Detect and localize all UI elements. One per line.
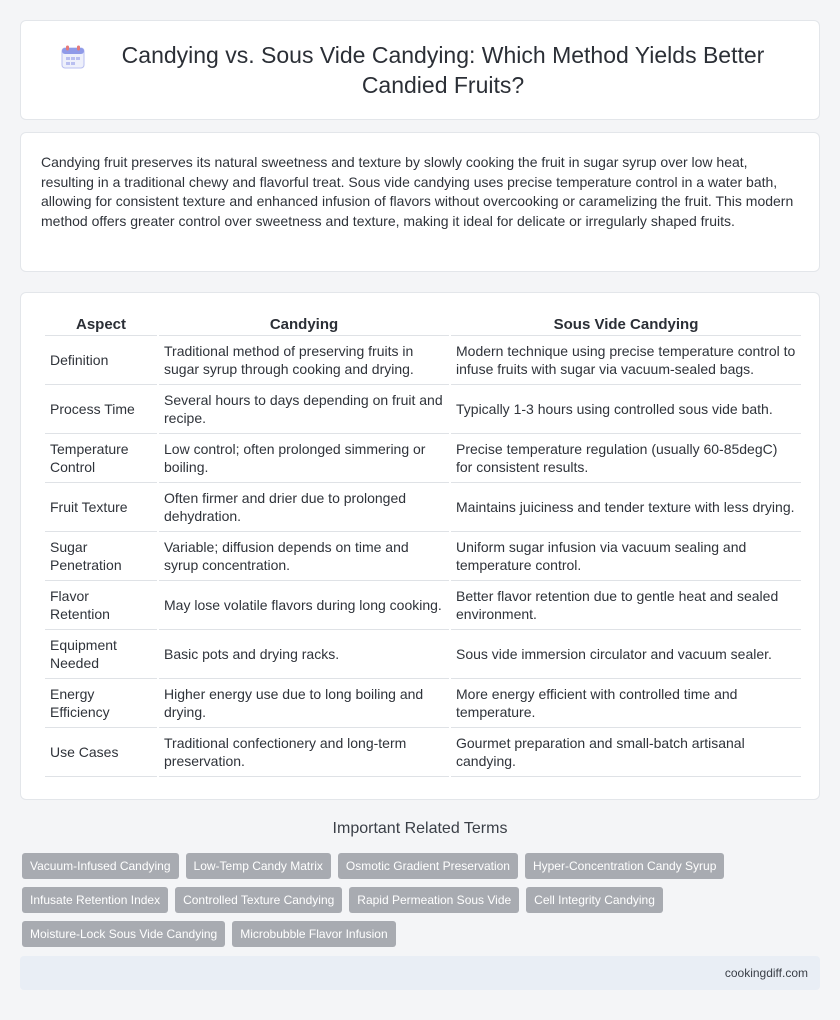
related-term-tag[interactable]: Controlled Texture Candying: [175, 887, 342, 913]
aspect-cell: Energy Efficiency: [45, 679, 157, 728]
candying-cell: Higher energy use due to long boiling and drying.: [159, 679, 449, 728]
calendar-icon: [60, 44, 86, 70]
candying-cell: Variable; diffusion depends on time and syrup concentration.: [159, 532, 449, 581]
sous-vide-cell: More energy efficient with controlled time and temperature.: [451, 679, 801, 728]
page-title: Candying vs. Sous Vide Candying: Which Method Yields Better Candied Fruits?: [121, 42, 765, 98]
candying-cell: Basic pots and drying racks.: [159, 630, 449, 679]
candying-cell: Traditional method of preserving fruits in sugar syrup through cooking and drying.: [159, 336, 449, 385]
candying-cell: Often firmer and drier due to prolonged dehydration.: [159, 483, 449, 532]
related-term-tag[interactable]: Osmotic Gradient Preservation: [338, 853, 518, 879]
table-row: [45, 532, 801, 581]
header-candying: Candying: [159, 309, 449, 336]
footer-site-link[interactable]: cookingdiff.com: [724, 966, 808, 980]
table-row: [45, 728, 801, 777]
aspect-cell: Equipment Needed: [45, 630, 157, 679]
related-term-tag[interactable]: Microbubble Flavor Infusion: [232, 921, 395, 947]
sous-vide-cell: Modern technique using precise temperature control to infuse fruits with sugar via vacuum-sealed bags.: [451, 336, 801, 385]
aspect-cell: Use Cases: [45, 728, 157, 777]
sous-vide-cell: Better flavor retention due to gentle heat and sealed environment.: [451, 581, 801, 630]
aspect-cell: Temperature Control: [45, 434, 157, 483]
table-row: [45, 581, 801, 630]
related-term-tag[interactable]: Vacuum-Infused Candying: [22, 853, 179, 879]
related-term-tag[interactable]: Cell Integrity Candying: [526, 887, 663, 913]
sous-vide-cell: Maintains juiciness and tender texture with less drying.: [451, 483, 801, 532]
title-wrap: [60, 40, 780, 100]
candying-cell: Low control; often prolonged simmering or boiling.: [159, 434, 449, 483]
table-header-row: [45, 309, 801, 336]
table-row: [45, 679, 801, 728]
aspect-cell: Fruit Texture: [45, 483, 157, 532]
table-row: [45, 385, 801, 434]
sous-vide-cell: Uniform sugar infusion via vacuum sealing and temperature control.: [451, 532, 801, 581]
related-term-tag[interactable]: Hyper-Concentration Candy Syrup: [525, 853, 724, 879]
header-aspect: Aspect: [45, 309, 157, 336]
related-term-tag[interactable]: Rapid Permeation Sous Vide: [349, 887, 519, 913]
related-terms-title: Important Related Terms: [332, 820, 508, 837]
table-row: [45, 630, 801, 679]
candying-cell: Several hours to days depending on fruit and recipe.: [159, 385, 449, 434]
footer: [20, 956, 820, 990]
header-sous-vide: Sous Vide Candying: [451, 309, 801, 336]
aspect-cell: Definition: [45, 336, 157, 385]
aspect-cell: Flavor Retention: [45, 581, 157, 630]
intro-paragraph: Candying fruit preserves its natural sweetness and texture by slowly cooking the fruit in sugar syrup over low heat, resulting in a traditional chewy and flavorful treat. Sous vide candying uses precise temperature control in a water bath, allowing for consistent texture and enhanced infusion of flavors without overcooking or caramelizing the fruit. This modern method offers greater control over sweetness and texture, making it ideal for delicate or irregularly shaped fruits.: [41, 154, 794, 229]
comparison-table-card: [20, 292, 820, 800]
table-row: [45, 483, 801, 532]
aspect-cell: Process Time: [45, 385, 157, 434]
related-term-tag[interactable]: Moisture-Lock Sous Vide Candying: [22, 921, 225, 947]
candying-cell: Traditional confectionery and long-term preservation.: [159, 728, 449, 777]
comparison-table: [43, 309, 803, 777]
sous-vide-cell: Sous vide immersion circulator and vacuum sealer.: [451, 630, 801, 679]
table-row: [45, 434, 801, 483]
related-terms-tags: [22, 853, 822, 955]
title-card: [20, 20, 820, 120]
intro-card: [20, 132, 820, 272]
sous-vide-cell: Gourmet preparation and small-batch artisanal candying.: [451, 728, 801, 777]
candying-cell: May lose volatile flavors during long cooking.: [159, 581, 449, 630]
related-term-tag[interactable]: Low-Temp Candy Matrix: [186, 853, 331, 879]
sous-vide-cell: Typically 1-3 hours using controlled sous vide bath.: [451, 385, 801, 434]
table-row: [45, 336, 801, 385]
sous-vide-cell: Precise temperature regulation (usually 60-85degC) for consistent results.: [451, 434, 801, 483]
aspect-cell: Sugar Penetration: [45, 532, 157, 581]
related-term-tag[interactable]: Infusate Retention Index: [22, 887, 168, 913]
